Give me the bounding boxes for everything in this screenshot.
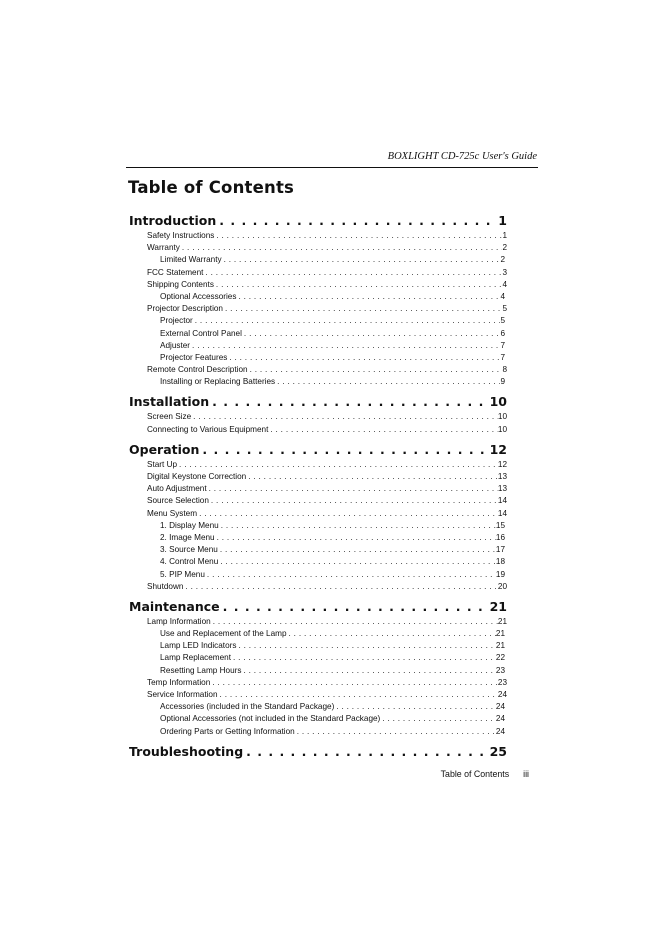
toc-dot-leader [243, 742, 487, 761]
toc-page-number: 17 [495, 545, 505, 555]
toc-dot-leader [210, 677, 498, 689]
toc-dot-leader [215, 532, 496, 544]
toc-entry[interactable] [129, 689, 507, 701]
toc-entry-label: Projector [160, 316, 193, 326]
toc-page-number: 7 [500, 340, 505, 350]
toc-entry-label: 4. Control Menu [160, 557, 219, 567]
toc-dot-leader [191, 411, 498, 423]
toc-page-number: 9 [500, 377, 505, 387]
toc-page-number: 25 [489, 743, 507, 759]
toc-subentry[interactable] [129, 726, 507, 738]
toc-dot-leader [218, 544, 496, 556]
toc-entry-label: Optional Accessories [160, 291, 237, 301]
toc-entry-label: Shutdown [147, 581, 184, 591]
toc-dot-leader [177, 459, 498, 471]
toc-subentry[interactable] [129, 701, 507, 713]
toc-page-number: 24 [497, 690, 507, 699]
toc-section-entry[interactable] [129, 392, 507, 411]
toc-dot-leader [295, 726, 496, 738]
toc-page-number: 13 [497, 472, 507, 481]
toc-entry-label: Use and Replacement of the Lamp [160, 629, 287, 639]
toc-entry-label: Source Selection [147, 496, 209, 506]
toc-page-number: 12 [497, 459, 507, 469]
toc-page-number: 22 [495, 653, 505, 663]
toc-dot-leader [209, 495, 498, 507]
footer-page-number: iii [523, 769, 529, 779]
toc-dot-leader [218, 556, 496, 568]
toc-entry[interactable] [129, 303, 507, 315]
toc-subentry[interactable] [129, 569, 507, 581]
toc-page-number: 10 [497, 412, 507, 422]
toc-dot-leader [248, 364, 503, 376]
toc-entry-label: Warranty [147, 243, 180, 253]
toc-subentry[interactable] [129, 628, 507, 640]
toc-subentry[interactable] [129, 713, 507, 725]
toc-dot-leader [236, 640, 495, 652]
toc-dot-leader [242, 328, 501, 340]
toc-page-number: 7 [500, 352, 505, 362]
table-of-contents [129, 207, 507, 761]
toc-entry-label: Operation [129, 441, 200, 457]
toc-dot-leader [199, 440, 487, 459]
toc-entry-label: Lamp LED Indicators [160, 641, 237, 651]
page-footer [441, 769, 529, 779]
toc-dot-leader [183, 581, 497, 593]
toc-entry[interactable] [129, 267, 507, 279]
toc-subentry[interactable] [129, 254, 507, 266]
toc-entry[interactable] [129, 242, 507, 254]
toc-subentry[interactable] [129, 665, 507, 677]
toc-entry[interactable] [129, 508, 507, 520]
toc-page-number: 4 [500, 291, 505, 301]
toc-page-number: 14 [497, 508, 507, 518]
toc-entry-label: Introduction [129, 213, 217, 228]
toc-entry-label: FCC Statement [147, 267, 204, 277]
toc-page-number: 19 [495, 569, 505, 579]
toc-dot-leader [193, 315, 501, 327]
toc-entry-label: 5. PIP Menu [160, 569, 205, 579]
toc-dot-leader [214, 279, 503, 291]
toc-dot-leader [209, 392, 487, 411]
toc-subentry[interactable] [129, 556, 507, 568]
toc-entry-label: 2. Image Menu [160, 532, 215, 542]
toc-subentry[interactable] [129, 544, 507, 556]
toc-entry-label: Connecting to Various Equipment [147, 424, 269, 434]
toc-page-number: 2 [500, 255, 505, 265]
toc-section-entry[interactable] [129, 211, 507, 230]
toc-dot-leader [216, 211, 496, 230]
toc-page-number: 21 [497, 616, 507, 626]
toc-page-number: 24 [495, 726, 505, 736]
toc-dot-leader [197, 508, 498, 520]
toc-entry[interactable] [129, 616, 507, 628]
toc-dot-leader [246, 471, 498, 483]
toc-dot-leader [287, 628, 496, 640]
toc-subentry[interactable] [129, 652, 507, 664]
toc-page-number: 2 [502, 243, 507, 253]
toc-page-number: 23 [495, 665, 505, 675]
toc-page-number: 13 [497, 484, 507, 494]
toc-entry-label: Resetting Lamp Hours [160, 665, 242, 675]
toc-dot-leader [275, 376, 500, 388]
toc-entry[interactable] [129, 411, 507, 423]
toc-page-number: 10 [489, 394, 507, 410]
toc-page-number: 24 [495, 714, 505, 724]
toc-dot-leader [231, 652, 496, 664]
toc-entry[interactable] [129, 459, 507, 471]
toc-page-number: 14 [497, 496, 507, 506]
toc-entry-label: Auto Adjustment [147, 484, 207, 494]
toc-entry[interactable] [129, 581, 507, 593]
toc-page-number: 15 [495, 520, 505, 530]
toc-page-number: 21 [495, 641, 505, 651]
toc-entry-label: Lamp Replacement [160, 653, 231, 663]
toc-page-number: 4 [502, 279, 507, 289]
toc-page-number: 1 [502, 231, 507, 240]
toc-page-number: 21 [495, 629, 505, 639]
toc-dot-leader [227, 352, 500, 364]
toc-entry[interactable] [129, 483, 507, 495]
toc-entry-label: Service Information [147, 690, 218, 699]
toc-entry-label: Maintenance [129, 598, 220, 614]
toc-entry[interactable] [129, 424, 507, 436]
toc-page-number: 1 [498, 213, 507, 228]
toc-subentry[interactable] [129, 291, 507, 303]
toc-entry-label: Menu System [147, 508, 198, 518]
toc-page-number: 12 [489, 441, 507, 457]
document-header-title: BOXLIGHT CD-725c User's Guide [387, 151, 537, 162]
toc-dot-leader [220, 597, 488, 616]
toc-subentry[interactable] [129, 520, 507, 532]
toc-dot-leader [203, 267, 502, 279]
toc-entry-label: 3. Source Menu [160, 545, 218, 555]
toc-entry-label: 1. Display Menu [160, 520, 219, 530]
toc-entry[interactable] [129, 471, 507, 483]
toc-dot-leader [241, 665, 495, 677]
toc-page-number: 18 [495, 557, 505, 567]
toc-dot-leader [380, 713, 496, 725]
toc-dot-leader [207, 483, 498, 495]
toc-page-number: 3 [502, 267, 507, 277]
toc-entry-label: Temp Information [147, 677, 211, 687]
toc-entry-label: Ordering Parts or Getting Information [160, 726, 295, 736]
toc-subentry[interactable] [129, 352, 507, 364]
toc-entry-label: Projector Description [147, 304, 223, 314]
toc-entry-label: Shipping Contents [147, 279, 214, 289]
toc-dot-leader [190, 340, 500, 352]
toc-entry[interactable] [129, 230, 507, 242]
toc-dot-leader [211, 616, 498, 628]
toc-page-number: 24 [495, 702, 505, 712]
toc-entry-label: Troubleshooting [129, 743, 244, 759]
toc-page-number: 20 [497, 581, 507, 591]
toc-entry-label: Remote Control Description [147, 365, 248, 375]
header-divider [126, 167, 538, 168]
toc-entry-label: Accessories (included in the Standard Package) [160, 702, 335, 712]
toc-entry-label: Adjuster [160, 340, 191, 350]
toc-dot-leader [205, 569, 496, 581]
toc-entry[interactable] [129, 364, 507, 376]
toc-subentry[interactable] [129, 340, 507, 352]
toc-entry-label: Screen Size [147, 412, 192, 422]
toc-entry-label: Safety Instructions [147, 231, 215, 240]
toc-dot-leader [223, 303, 502, 315]
toc-entry[interactable] [129, 677, 507, 689]
toc-entry-label: Lamp Information [147, 616, 211, 626]
toc-entry-label: Digital Keystone Correction [147, 472, 247, 481]
toc-page-number: 8 [502, 365, 507, 375]
toc-subentry[interactable] [129, 640, 507, 652]
toc-entry-label: Limited Warranty [160, 255, 222, 265]
toc-dot-leader [219, 520, 496, 532]
toc-dot-leader [268, 424, 498, 436]
toc-dot-leader [334, 701, 496, 713]
toc-entry-label: Projector Features [160, 352, 228, 362]
toc-dot-leader [180, 242, 503, 254]
toc-entry-label: Start Up [147, 459, 178, 469]
toc-page-number: 21 [489, 598, 507, 614]
toc-entry-label: Optional Accessories (not included in the Standard Package) [160, 714, 381, 724]
toc-page-number: 23 [497, 677, 507, 687]
toc-entry-label: External Control Panel [160, 328, 242, 338]
toc-entry-label: Installation [129, 394, 210, 410]
page-title: Table of Contents [128, 178, 295, 197]
toc-dot-leader [222, 254, 501, 266]
toc-page-number: 5 [500, 316, 505, 326]
toc-subentry[interactable] [129, 328, 507, 340]
toc-entry[interactable] [129, 279, 507, 291]
toc-subentry[interactable] [129, 532, 507, 544]
toc-page-number: 6 [500, 328, 505, 338]
toc-section-entry[interactable] [129, 742, 507, 761]
toc-entry[interactable] [129, 495, 507, 507]
toc-dot-leader [218, 689, 498, 701]
toc-page-number: 5 [502, 304, 507, 314]
toc-page-number: 10 [497, 424, 507, 434]
footer-section-label: Table of Contents [440, 769, 510, 779]
toc-section-entry[interactable] [129, 440, 507, 459]
toc-entry-label: Installing or Replacing Batteries [160, 377, 276, 387]
toc-subentry[interactable] [129, 376, 507, 388]
toc-dot-leader [236, 291, 500, 303]
toc-dot-leader [214, 230, 502, 242]
toc-page-number: 16 [495, 532, 505, 542]
toc-section-entry[interactable] [129, 597, 507, 616]
toc-subentry[interactable] [129, 315, 507, 327]
